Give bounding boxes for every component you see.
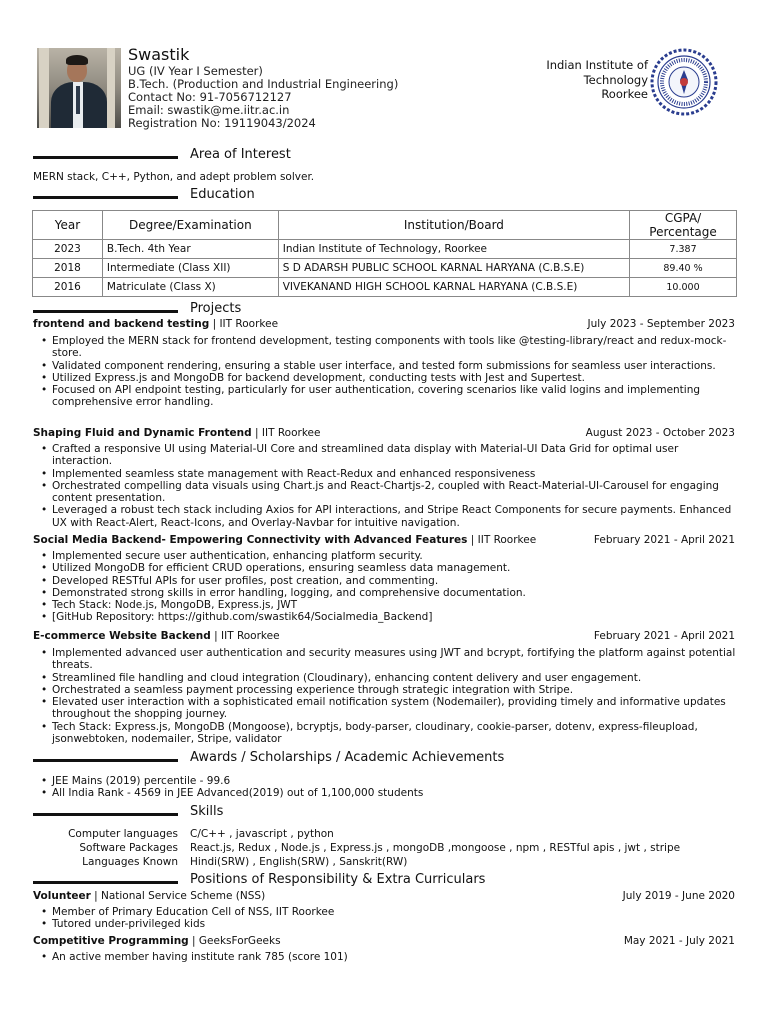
list-item: • Demonstrated strong skills in error handling, logging, and comprehensive documentation. [40,587,740,599]
project-date: August 2023 - October 2023 [585,427,735,439]
position-org: | GeeksForGeeks [188,935,281,947]
col-cgpa-line1: CGPA/ [664,211,702,225]
section-title: Education [190,187,255,202]
cell-degree: Intermediate (Class XII) [102,259,278,278]
table-row [33,240,737,259]
section-area-of-interest [33,147,733,165]
list-item: • Tech Stack: Node.js, MongoDB, Express.js, JWT [40,599,740,611]
header-email: Email: swastik@me.iitr.ac.in [128,103,290,117]
header-degree: B.Tech. (Production and Industrial Engineering) [128,77,399,91]
project-header [33,427,735,440]
position-bullets [40,906,740,931]
project-bullets [40,647,740,745]
skill-label: Languages Known [82,856,178,868]
position-org: | National Service Scheme (NSS) [90,890,266,902]
list-item: • Implemented secure user authentication, enhancing platform security. [40,550,740,562]
list-item: • Streamlined file handling and cloud integration (Cloudinary), enhancing content delivery and user engagement. [40,672,740,684]
col-cgpa-line2: Percentage [649,225,717,239]
list-item: • Developed RESTful APIs for user profiles, post creation, and commenting. [40,575,740,587]
project-title: frontend and backend testing [33,318,210,330]
col-degree: Degree/Examination [102,211,278,240]
list-item: • JEE Mains (2019) percentile - 99.6 [40,775,740,787]
section-awards [33,750,733,768]
list-item: • Leveraged a robust tech stack including Axios for API interactions, and Stripe React Components for secure payments. Enhanced UX with React-Alert, React-Icons, and Overlay-Navbar for intuitive navigation. [40,504,740,529]
candidate-name: Swastik [128,45,190,64]
cell-score: 89.40 % [630,259,737,278]
section-projects [33,301,733,319]
institute-line: Indian Institute of [546,58,648,72]
project-date: February 2021 - April 2021 [593,534,735,546]
skill-value: React.js, Redux , Node.js , Express.js , mongoDB ,mongoose , npm , RESTful apis , jwt , stripe [190,842,681,854]
project-bullets [40,443,740,529]
list-item: • Implemented seamless state management with React-Redux and enhanced responsiveness [40,468,740,480]
header-contact: Contact No: 91-7056712127 [128,90,292,104]
cell-institution: Indian Institute of Technology, Roorkee [278,240,629,259]
section-positions [33,872,733,890]
col-year: Year [33,211,103,240]
education-table [32,210,737,297]
list-item: • Tutored under-privileged kids [40,918,740,930]
project-title: E-commerce Website Backend [33,630,211,642]
col-cgpa [630,211,737,240]
section-title: Skills [190,804,224,819]
section-education [33,187,733,205]
cell-degree: Matriculate (Class X) [102,278,278,297]
list-item: • An active member having institute rank 785 (score 101) [40,951,740,963]
list-item: • Employed the MERN stack for frontend development, testing components with tools like @testing-library/react and redux-mock-store. [40,335,740,360]
cell-institution: VIVEKANAND HIGH SCHOOL KARNAL HARYANA (C.B.S.E) [278,278,629,297]
project-bullets [40,335,740,409]
section-title: Area of Interest [190,147,291,162]
interest-text: MERN stack, C++, Python, and adept problem solver. [33,171,315,183]
project-date: February 2021 - April 2021 [593,630,735,642]
col-institution: Institution/Board [278,211,629,240]
section-skills [33,804,733,822]
list-item: • Crafted a responsive UI using Material-UI Core and streamlined data display with Material-UI Data Grid for optimal user interaction. [40,443,740,468]
project-org: | IIT Roorkee [467,534,537,546]
awards-list [40,775,740,800]
list-item: • All India Rank - 4569 in JEE Advanced(2019) out of 1,100,000 students [40,787,740,799]
cell-institution: S D ADARSH PUBLIC SCHOOL KARNAL HARYANA (C.B.S.E) [278,259,629,278]
position-header [33,935,735,948]
skill-value: C/C++ , javascript , python [190,828,334,840]
project-title: Shaping Fluid and Dynamic Frontend [33,427,252,439]
table-row [33,278,737,297]
profile-photo [37,48,121,128]
list-item: • [GitHub Repository: https://github.com/swastik64/Socialmedia_Backend] [40,611,740,623]
position-header [33,890,735,903]
position-date: May 2021 - July 2021 [623,935,735,947]
project-date: July 2023 - September 2023 [587,318,735,330]
project-header [33,630,735,643]
cell-year: 2018 [33,259,103,278]
education-header-row [33,211,737,240]
list-item: • Focused on API endpoint testing, particularly for user authentication, covering scenarios like valid logins and implementing comprehensive error handling. [40,384,740,409]
cell-year: 2016 [33,278,103,297]
list-item: • Utilized Express.js and MongoDB for backend development, conducting tests with Jest and Supertest. [40,372,740,384]
list-item: • Validated component rendering, ensuring a stable user interface, and tested form submissions for seamless user interactions. [40,360,740,372]
list-item: • Elevated user interaction with a sophisticated email notification system (Nodemailer), providing timely and informative updates throughout the shopping journey. [40,696,740,721]
project-header [33,318,735,331]
project-title: Social Media Backend- Empowering Connectivity with Advanced Features [33,534,468,546]
position-title: Volunteer [33,890,91,902]
institute-line: Roorkee [601,87,648,101]
cell-year: 2023 [33,240,103,259]
section-title: Projects [190,301,242,316]
skill-label: Software Packages [79,842,178,854]
position-title: Competitive Programming [33,935,189,947]
institute-line: Technology [583,72,648,87]
list-item: • Member of Primary Education Cell of NSS, IIT Roorkee [40,906,740,918]
header-registration: Registration No: 19119043/2024 [128,116,316,130]
list-item: • Implemented advanced user authentication and security measures using JWT and bcrypt, fortifying the platform against potential threats. [40,647,740,672]
institute-name [546,58,648,102]
section-title: Positions of Responsibility & Extra Curriculars [190,872,486,887]
section-title: Awards / Scholarships / Academic Achievements [190,750,505,765]
cell-degree: B.Tech. 4th Year [102,240,278,259]
position-date: July 2019 - June 2020 [622,890,735,902]
list-item: • Orchestrated compelling data visuals using Chart.js and React-Chartjs-2, coupled with React-Material-UI-Carousel for engaging content presentation. [40,480,740,505]
header-semester: UG (IV Year I Semester) [128,64,263,78]
skill-label: Computer languages [68,828,178,840]
position-bullets [40,951,740,963]
cell-score: 10.000 [630,278,737,297]
project-org: | IIT Roorkee [209,318,279,330]
project-bullets [40,550,740,624]
project-org: | IIT Roorkee [251,427,321,439]
list-item: • Orchestrated a seamless payment processing experience through strategic integration with Stripe. [40,684,740,696]
list-item: • Tech Stack: Express.js, MongoDB (Mongoose), bcryptjs, body-parser, cloudinary, cookie-parser, dotenv, express-fileupload, jsonwebtoken, nodemailer, Stripe, validator [40,721,740,746]
list-item: • Utilized MongoDB for efficient CRUD operations, ensuring seamless data management. [40,562,740,574]
table-row [33,259,737,278]
project-org: | IIT Roorkee [210,630,280,642]
cell-score: 7.387 [630,240,737,259]
institute-logo-icon [650,48,718,116]
project-header [33,534,735,547]
skill-value: Hindi(SRW) , English(SRW) , Sanskrit(RW) [190,856,408,868]
